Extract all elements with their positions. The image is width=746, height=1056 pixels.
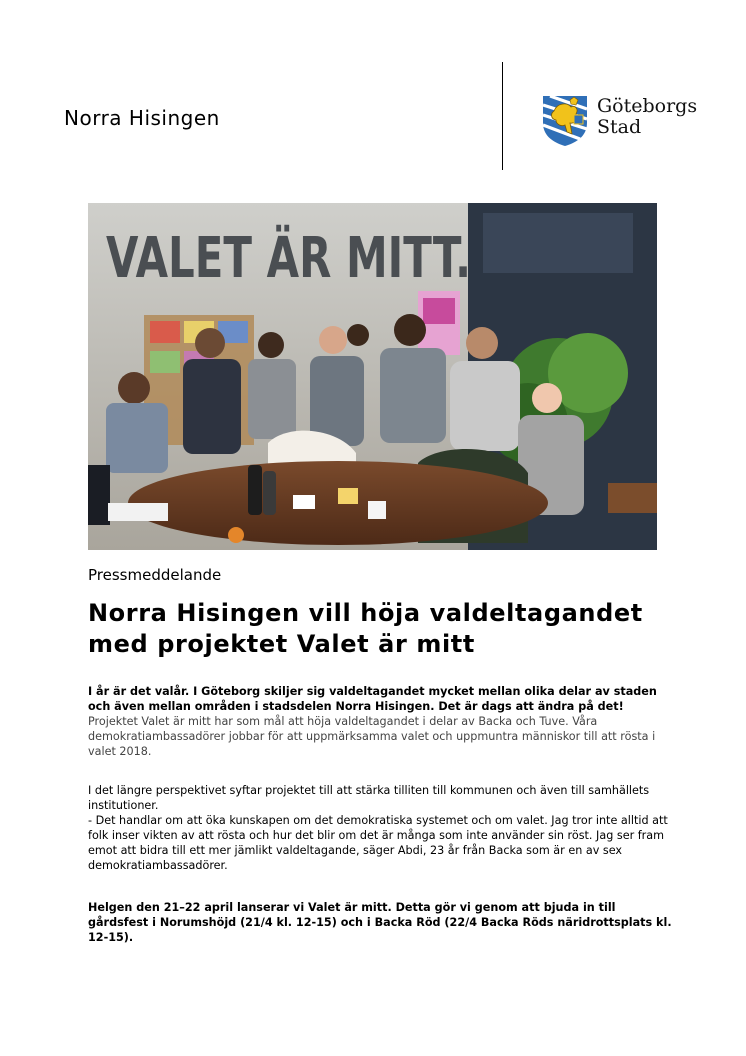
logo-line-stad: Stad xyxy=(597,116,642,138)
district-name: Norra Hisingen xyxy=(64,106,220,130)
perspective-paragraph: I det längre perspektivet syftar projektet till att stärka tilliten till kommunen och även till samhällets institutioner. xyxy=(88,784,650,812)
quote-paragraph: - Det handlar om att öka kunskapen om det demokratiska systemet och om valet. Jag tror inte alltid att folk inser vikten av att rösta och hur det blir om det är många som inte använder sin röst. Jag ser fram emot att bidra till ett mer jämlikt valdeltagande, säger Abdi, 23 år från Backa som är en av sex demokratiambassadörer. xyxy=(88,814,668,872)
logo-line-goteborgs: Göteborgs xyxy=(597,95,698,117)
goteborgs-stad-logo xyxy=(540,93,710,147)
lead-paragraph: I år är det valår. I Göteborg skiljer sig valdeltagandet mycket mellan olika delar av staden och även mellan områden i stadsdelen Norra Hisingen. Det är dags att ändra på det! xyxy=(88,685,657,713)
header-divider xyxy=(502,62,503,170)
intro-paragraph: Projektet Valet är mitt har som mål att höja valdeltagandet i delar av Backa och Tuve. Våra demokratiambassadörer jobbar för att uppmärksamma valet och uppmuntra människor till att rösta i valet 2018. xyxy=(88,715,656,758)
body-section xyxy=(88,783,678,873)
events-paragraph: Helgen den 21–22 april lanserar vi Valet är mitt. Detta gör vi genom att bjuda in till gårdsfest i Norumshöjd (21/4 kl. 12-15) och i Backa Röd (22/4 Backa Röds näridrottsplats kl. 12-15). xyxy=(88,901,672,944)
wall-slogan: VALET ÄR MITT. xyxy=(106,226,471,291)
team-photo xyxy=(88,203,657,550)
page-title: Norra Hisingen vill höja valdeltagandet med projektet Valet är mitt xyxy=(88,599,643,658)
lead-section xyxy=(88,684,678,759)
document-type-label: Pressmeddelande xyxy=(88,566,222,584)
coat-of-arms-icon xyxy=(540,93,590,147)
